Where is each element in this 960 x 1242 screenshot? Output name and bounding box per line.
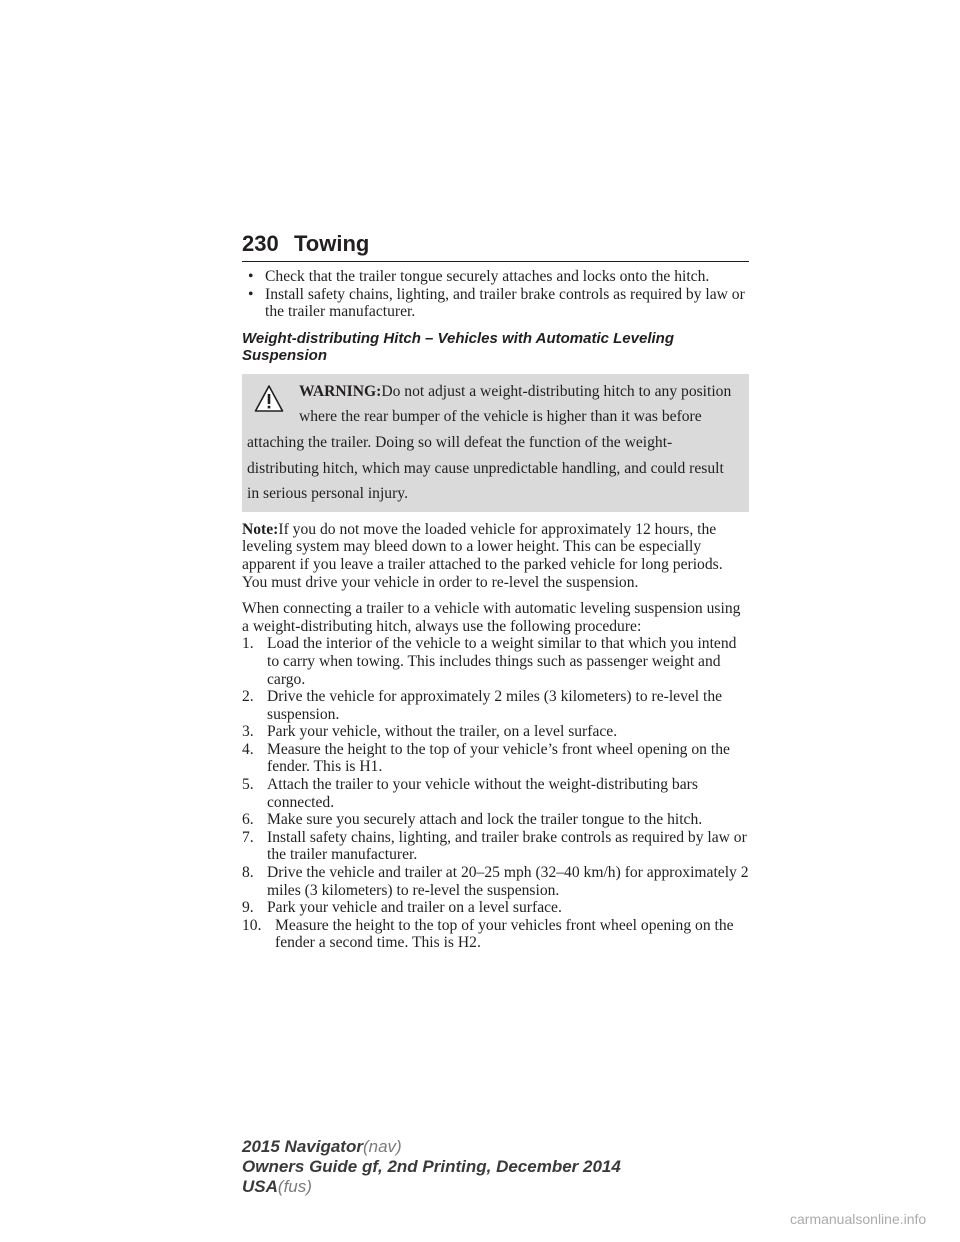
list-item xyxy=(242,776,749,811)
list-item xyxy=(242,635,749,688)
list-item xyxy=(242,917,749,952)
list-item xyxy=(242,741,749,776)
note-paragraph xyxy=(242,521,749,591)
list-item xyxy=(242,864,749,899)
footer-region: USA xyxy=(242,1177,278,1196)
header-divider xyxy=(242,261,749,262)
warning-label: WARNING: xyxy=(299,382,382,400)
list-item xyxy=(242,811,749,829)
footer-model: 2015 Navigator xyxy=(242,1137,363,1156)
bullet-list xyxy=(242,268,749,321)
step-text: Drive the vehicle and trailer at 20–25 mph (32–40 km/h) for approximately 2 miles (3 kilometers) to re-level the suspension. xyxy=(267,864,749,899)
step-number: 2. xyxy=(242,688,254,706)
step-text: Measure the height to the top of your vehicles front wheel opening on the fender a second time. This is H2. xyxy=(275,916,734,952)
procedure-steps xyxy=(242,635,749,952)
note-text: If you do not move the loaded vehicle for approximately 12 hours, the leveling system may bleed down to a lower height. This can be especially apparent if you leave a trailer attached to the parked vehicle for long periods. You must drive your vehicle in order to re-level the suspension. xyxy=(242,520,723,591)
step-text: Load the interior of the vehicle to a weight similar to that which you intend to carry when towing. This includes things such as passenger weight and cargo. xyxy=(267,635,737,688)
bullet-text: Check that the trailer tongue securely attaches and locks onto the hitch. xyxy=(265,268,710,285)
warning-text: Do not adjust a weight-distributing hitch to any position where the rear bumper of the vehicle is higher than it was before attaching the trailer. Doing so will defeat the function of the weight-distributing hitch, which may cause unpredictable handling, and could result in serious personal injury. xyxy=(247,382,732,503)
step-number: 7. xyxy=(242,828,254,846)
step-number: 4. xyxy=(242,740,254,758)
step-text: Park your vehicle and trailer on a level surface. xyxy=(267,899,562,917)
step-text: Measure the height to the top of your vehicle’s front wheel opening on the fender. This is H1. xyxy=(267,740,730,776)
watermark-text: carmanualsonline.info xyxy=(790,1211,927,1227)
list-item xyxy=(242,723,749,741)
step-text: Make sure you securely attach and lock the trailer tongue to the hitch. xyxy=(267,811,703,829)
step-number: 8. xyxy=(242,864,254,882)
step-number: 3. xyxy=(242,723,254,741)
step-number: 6. xyxy=(242,811,254,829)
step-number: 5. xyxy=(242,776,254,794)
list-item xyxy=(242,688,749,723)
page-content xyxy=(242,268,749,952)
footer-region-code: (fus) xyxy=(277,1177,312,1196)
warning-triangle-icon xyxy=(254,384,284,414)
bullet-icon: • xyxy=(248,285,254,303)
step-text: Drive the vehicle for approximately 2 miles (3 kilometers) to re-level the suspension. xyxy=(267,688,723,723)
footer-model-line xyxy=(242,1137,621,1157)
bullet-text: Install safety chains, lighting, and trailer brake controls as required by law or the trailer manufacturer. xyxy=(265,285,745,321)
list-item xyxy=(242,899,749,917)
section-title: Towing xyxy=(294,231,370,256)
step-number: 10. xyxy=(242,916,262,934)
step-text: Attach the trailer to your vehicle without the weight-distributing bars connected. xyxy=(267,776,698,811)
warning-callout xyxy=(242,374,749,512)
warning-body xyxy=(247,379,739,507)
footer-region-line xyxy=(242,1177,621,1197)
step-text: Park your vehicle, without the trailer, on a level surface. xyxy=(267,723,618,741)
list-item xyxy=(242,829,749,864)
page-header xyxy=(242,229,749,259)
procedure-intro: When connecting a trailer to a vehicle with automatic leveling suspension using a weight-distributing hitch, always use the following procedure: xyxy=(242,600,741,635)
note-label: Note: xyxy=(242,520,279,538)
subsection-heading: Weight-distributing Hitch – Vehicles with Automatic Leveling Suspension xyxy=(242,329,674,364)
step-number: 1. xyxy=(242,635,254,653)
step-number: 9. xyxy=(242,899,254,917)
footer-edition: Owners Guide gf, 2nd Printing, December 2014 xyxy=(242,1157,621,1176)
step-text: Install safety chains, lighting, and trailer brake controls as required by law or the trailer manufacturer. xyxy=(267,828,747,864)
footer-model-code: (nav) xyxy=(362,1137,402,1156)
page-footer xyxy=(242,1137,621,1197)
list-item xyxy=(242,286,749,321)
list-item xyxy=(242,268,749,286)
page-number: 230 xyxy=(242,231,279,256)
bullet-icon: • xyxy=(248,268,254,285)
